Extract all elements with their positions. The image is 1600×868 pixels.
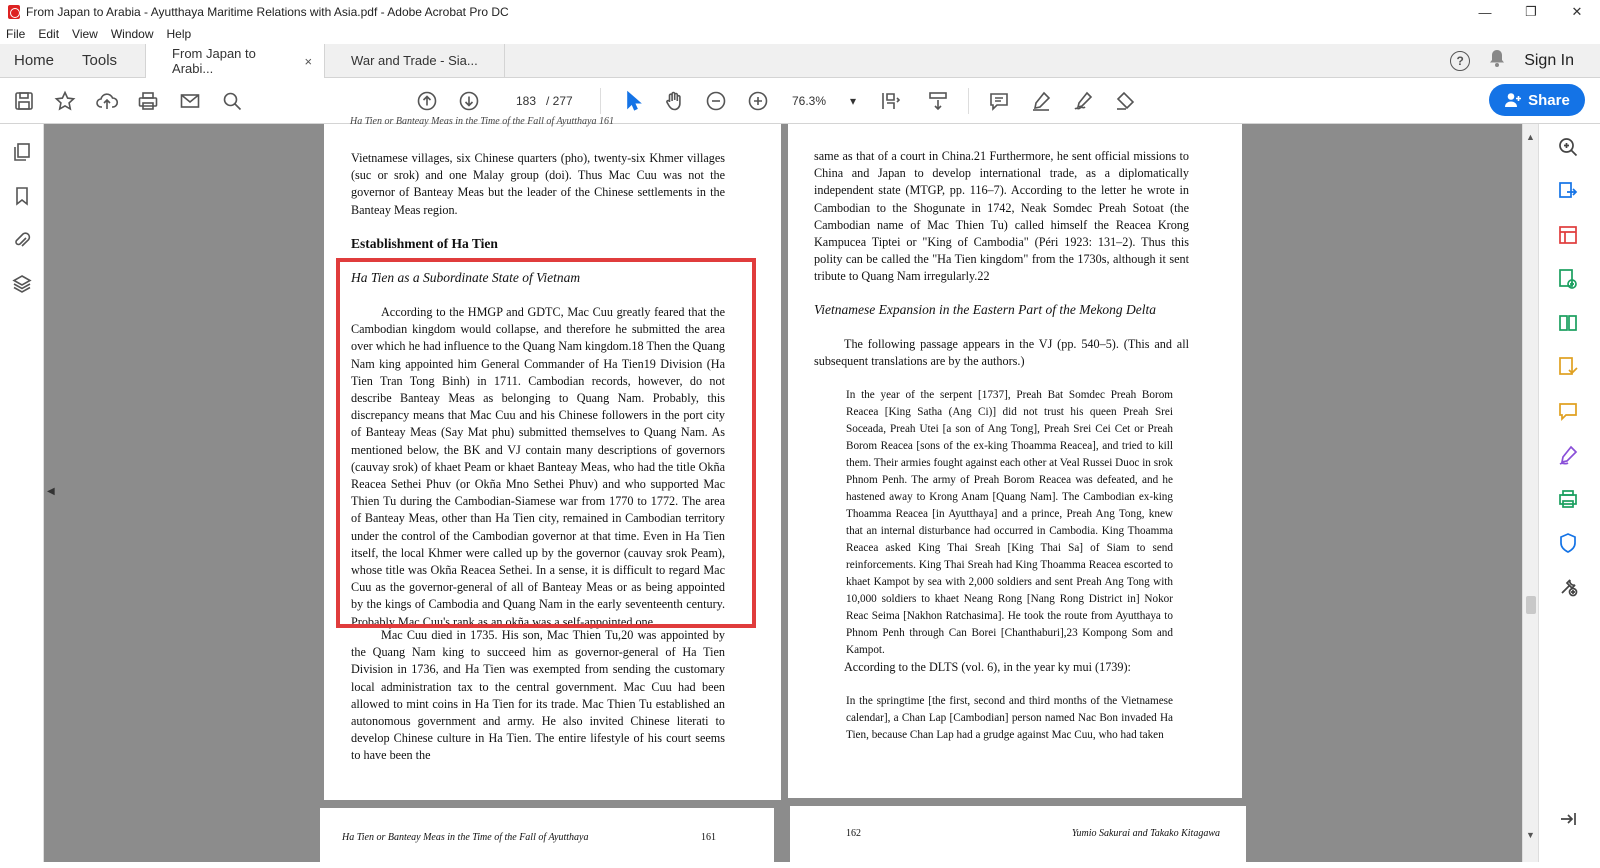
- block-quote: In the springtime [the first, second and third months of the Vietnamese calendar], a Chan Lap [Cambodian] person named Nac Bon invaded Ha Tien, because Chan Lap had a grudge against Mac Cuu, who had taken: [846, 695, 1173, 741]
- acrobat-icon: [8, 5, 20, 19]
- comment-tool-icon[interactable]: [1555, 398, 1581, 424]
- page-running-header: Ha Tien or Banteay Meas in the Time of the Fall of Ayutthaya 161: [350, 116, 614, 127]
- tab-bar: [0, 44, 1600, 78]
- footer-title: Yumio Sakurai and Takako Kitagawa: [1071, 828, 1220, 839]
- pdf-page-next-left: [320, 808, 774, 868]
- paragraph: same as that of a court in China.21 Furthermore, he sent official missions to China and Japan to develop international trade, as a diplomatically independent state (MTGP, pp. 116–7). According to the letter he wrote in Cambodian to the Shogunate in 1742, Neak Somdec Preah Sotoat (the Cambodian name of Mac Thien Tu) called himself the Reacea Krong Kampucea Tiptei or "King of Cambodia" (Péri 1923: 131–2). Thus this polity can be called the "Ha Tien kingdom" from the 1730s, although it sent tribute to Quang Nam irregularly.22: [814, 149, 1189, 284]
- tab-tools[interactable]: Tools: [82, 52, 118, 69]
- toolbar-divider: [968, 88, 969, 114]
- organize-pages-icon[interactable]: [1555, 310, 1581, 336]
- menu-help[interactable]: Help: [166, 27, 192, 41]
- scroll-down-icon[interactable]: ▼: [1526, 830, 1535, 840]
- tab-document-1-label: From Japan to Arabi...: [172, 46, 256, 76]
- scrollbar-thumb[interactable]: [1526, 596, 1536, 614]
- footer-title: Ha Tien or Banteay Meas in the Time of the Fall of Ayutthaya: [342, 832, 589, 843]
- subsection-heading: Vietnamese Expansion in the Eastern Part of the Mekong Delta: [814, 302, 1157, 317]
- left-navigation-rail: [0, 124, 44, 862]
- red-highlight-box: [336, 258, 756, 628]
- scroll-mode-icon[interactable]: [926, 89, 950, 113]
- collapse-left-panel-icon[interactable]: ◀: [47, 486, 55, 497]
- edit-pdf-icon[interactable]: [1555, 266, 1581, 292]
- redact-icon[interactable]: [1113, 89, 1137, 113]
- menu-bar: [0, 24, 1600, 44]
- highlight-pen-icon[interactable]: [1029, 89, 1053, 113]
- more-tools-icon[interactable]: [1555, 574, 1581, 600]
- fill-sign-icon[interactable]: [1555, 442, 1581, 468]
- add-person-icon: [1504, 92, 1522, 108]
- zoom-out-icon[interactable]: [704, 89, 728, 113]
- sign-in-link[interactable]: Sign In: [1524, 51, 1574, 69]
- menu-file[interactable]: File: [6, 27, 26, 41]
- sign-icon[interactable]: [1071, 89, 1095, 113]
- save-icon[interactable]: [12, 89, 36, 113]
- help-icon[interactable]: ?: [1450, 51, 1470, 71]
- block-quote: In the year of the serpent [1737], Preah Bat Somdec Preah Borom Reacea [King Satha (Ang Ci)] did not trust his queen Preah Srei Soceada, Preah Utei [a son of Ang Tong], Preah Srei Cei Cet or Preah Borom Reacea [sons of the ex-king Thoamma Reacea], and tried to kill them. Their armies fought against each other at Veal Russei Duoc in srok Phnom Penh. The army of Preah Borom Reacea was defeated, and he hastened away to Krong Anam [Quang Nam]. The Cambodian ex-king Thoamma Reacea [in Ayutthaya] and a prince, Preah Ang Tong, knew that an internal disturbance had occurred in Cambodia. King Thoamma Reacea asked King Thai Sreah [King Thai Sa] of Siam to send reinforcements. King Thai Sreah had King Thoamma Reacea escorted to khaet Kampot by sea with 2,000 soldiers and sent Preah Ang Tong with 10,000 soldiers to khaet Neang Rong [Nang Rong District in] Nokor Reac Seima [Nakhon Ratchasima]. He took the route from Ayutthaya to Phnom Penh through Can Borei [Chanthaburi],23 Kompong Som and Kampot.: [846, 389, 1173, 656]
- menu-view[interactable]: View: [72, 27, 98, 41]
- pdf-page-162: [788, 124, 1242, 798]
- layers-icon[interactable]: [10, 272, 34, 296]
- create-pdf-icon[interactable]: [1555, 222, 1581, 248]
- collapse-tools-pane-icon[interactable]: [1555, 806, 1581, 832]
- footer-page-number: 162: [846, 828, 861, 839]
- scroll-up-icon[interactable]: ▲: [1526, 132, 1535, 142]
- hand-tool-icon[interactable]: [662, 89, 686, 113]
- section-heading: Establishment of Ha Tien: [351, 236, 498, 251]
- vertical-scrollbar[interactable]: [1522, 124, 1538, 862]
- tab-home[interactable]: Home: [14, 52, 55, 69]
- zoom-value: 76.3%: [792, 94, 827, 108]
- attachments-icon[interactable]: [10, 228, 34, 252]
- right-tools-rail: [1538, 124, 1600, 862]
- tab-document-1[interactable]: [145, 44, 325, 78]
- toolbar-divider: [600, 88, 601, 114]
- toolbar: [0, 78, 1600, 127]
- paragraph: Mac Cuu died in 1735. His son, Mac Thien Tu,20 was appointed by the Quang Nam king to succeed him as governor-general of Ha Tien Division in 1736, and Ha Tien was exempted from sending the customary local administration tax to the central government. Mac Cuu had been allowed to mint coins in Ha Tien for its trade. Mac Thien Tu established an autonomous government and army. He also invited Chinese literati to develop Chinese culture in Ha Tien. The entire lifestyle of his court seems to have been the: [351, 628, 725, 763]
- page-footer: [342, 832, 716, 843]
- subsection-heading: Ha Tien as a Subordinate State of Vietnam: [351, 270, 581, 285]
- close-window-button[interactable]: ✕: [1571, 4, 1583, 19]
- minimize-button[interactable]: —: [1478, 4, 1492, 20]
- bookmark-star-icon[interactable]: [53, 89, 77, 113]
- document-canvas[interactable]: [44, 116, 1522, 862]
- zoom-search-icon[interactable]: [1555, 134, 1581, 160]
- restore-button[interactable]: ❐: [1525, 4, 1537, 19]
- paragraph: According to the DLTS (vol. 6), in the year ky mui (1739):: [844, 660, 1131, 674]
- bell-icon[interactable]: [1488, 48, 1506, 73]
- title-bar: [0, 0, 1600, 24]
- tab-document-2[interactable]: [325, 44, 505, 77]
- cloud-upload-icon[interactable]: [95, 89, 119, 113]
- previous-page-icon[interactable]: [415, 89, 439, 113]
- next-page-icon[interactable]: [457, 89, 481, 113]
- bookmarks-icon[interactable]: [10, 184, 34, 208]
- paragraph-highlighted: According to the HMGP and GDTC, Mac Cuu greatly feared that the Cambodian kingdom would collapse, and therefore he submitted the area over which he had influence to the Quang Nam kingdom.18 Then the Quang Nam king appointed him General Commander of Ha Tien19 Division (Ha Tien Tran Tong Binh) in 1711. Cambodian records, however, do not describe Banteay Meas as belonging to Quang Nam. Probably, this discrepancy means that Mac Cuu and his Chinese followers in the port city of Banteay Meas (Say Mat phu) submitted themselves to Quang Nam. As mentioned below, the BK and VJ contain many descriptions of governors (cauvay srok) of khaet Peam or khaet Banteay Meas, who had the title Okña Reacea Sethei Phuv (or Okña Mno Sethei Phuv) and who supported Mac Thien Tu during the Cambodian-Siamese war from 1770 to 1772. The area of Banteay Meas, other than Ha Tien city, remained in Cambodian territory under the control of the Cambodian governor at that time. Even in Ha Tien itself, the local Khmer were called up by the governor (cauvay srok Peam), whose title was Okña Reacea Sethei. In a sense, it is difficult to regard Mac Cuu as the governor-general of all of Banteay Meas or as being appointed by the kings of Cambodia and Quang Nam in the early seventeenth century. Probably Mac Cuu's rank as an okña was a self-appointed one.: [351, 305, 725, 629]
- page-fit-icon[interactable]: [878, 89, 902, 113]
- pdf-page-next-right: [790, 806, 1246, 866]
- tab-document-2-label: War and Trade - Sia...: [351, 53, 478, 68]
- combine-files-icon[interactable]: [1555, 354, 1581, 380]
- page-total: / 277: [546, 94, 573, 108]
- zoom-select[interactable]: [792, 91, 856, 111]
- print-icon[interactable]: [136, 89, 160, 113]
- chevron-down-icon: ▾: [849, 94, 856, 108]
- share-label: Share: [1528, 91, 1570, 109]
- zoom-in-icon[interactable]: [746, 89, 770, 113]
- paragraph: The following passage appears in the VJ (pp. 540–5). (This and all subsequent translations are by the authors.): [814, 337, 1189, 369]
- search-icon[interactable]: [220, 89, 244, 113]
- page-footer: [846, 828, 1220, 839]
- tab-close-icon[interactable]: ×: [304, 53, 313, 69]
- footer-page-number: 161: [701, 832, 716, 843]
- comment-icon[interactable]: [987, 89, 1011, 113]
- page-number-input[interactable]: 183: [515, 94, 537, 108]
- print-production-icon[interactable]: [1555, 486, 1581, 512]
- menu-edit[interactable]: Edit: [38, 27, 60, 41]
- select-cursor-icon[interactable]: [621, 89, 645, 113]
- protect-shield-icon[interactable]: [1555, 530, 1581, 556]
- export-pdf-icon[interactable]: [1555, 178, 1581, 204]
- page-thumbnails-icon[interactable]: [10, 140, 34, 164]
- paragraph: Vietnamese villages, six Chinese quarters (pho), twenty-six Khmer villages (suc or srok) and one Malay group (doi). Thus Mac Cuu was not the governor of Banteay Meas but the leader of the Chinese settlements in the Banteay Meas region.: [351, 151, 725, 217]
- share-button[interactable]: [1489, 84, 1585, 116]
- menu-window[interactable]: Window: [110, 27, 154, 41]
- email-icon[interactable]: [178, 89, 202, 113]
- window-title: From Japan to Arabia - Ayutthaya Maritime Relations with Asia.pdf - Adobe Acrobat Pro DC: [26, 5, 509, 19]
